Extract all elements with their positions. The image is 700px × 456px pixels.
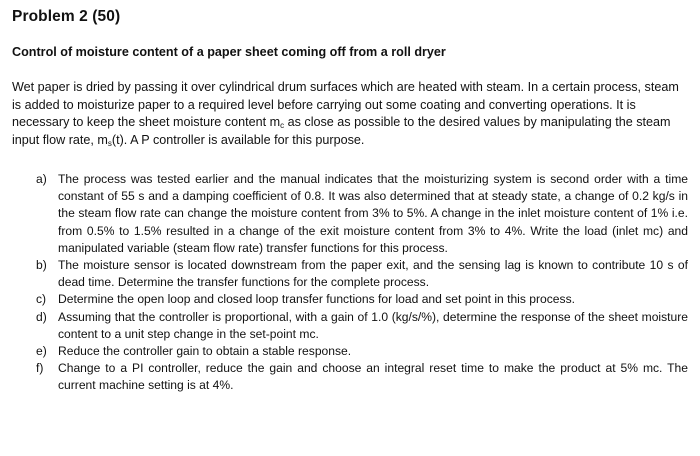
list-item [36,360,688,394]
item-text: Reduce the controller gain to obtain a stable response. [58,344,352,359]
item-marker: c) [36,292,47,307]
item-text: The process was tested earlier and the manual indicates that the moisturizing system is second order with a time constant of 55 s and a damping coefficient of 0.8. It was also determined that at steady state, a change of 0.2 kg/s in the steam flow rate can change the moisture content from 3% to 5%. A change in the inlet moisture content of 1% i.e. from 0.5% to 1.5% resulted in a change of the exit moisture content from 3% to 4%. Write the load (inlet mc) and manipulated variable (steam flow rate) transfer functions for this process. [58,172,688,255]
intro-paragraph [12,79,688,149]
list-item [36,343,688,360]
question-list [36,171,688,395]
item-text: Change to a PI controller, reduce the gain and choose an integral reset time to make the product at 5% mc. The current machine setting is at 4%. [58,361,688,393]
item-marker: f) [36,361,44,376]
item-text: The moisture sensor is located downstream from the paper exit, and the sensing lag is known to contribute 10 s of dead time. Determine the transfer functions for the complete process. [58,258,688,290]
intro-text-part-3: (t). A P controller is available for this purpose. [111,132,365,147]
intro-subscript-c: c [280,121,285,131]
list-item [36,171,688,257]
intro-subscript-s: s [107,138,112,148]
list-item [36,257,688,291]
item-marker: a) [36,172,47,186]
problem-title: Problem 2 (50) [12,8,121,25]
intro-text-part-1: Wet paper is dried by passing it over cylindrical drum surfaces which are heated with steam. In a certain process, steam is added to moisturize paper to a required level before carrying out some coating and converting operations. It is necessary to keep the sheet moisture content m [12,80,679,130]
item-marker: b) [36,258,47,273]
intro-text-part-2: as close as possible to the desired values by manipulating the steam input flow rate, m [12,115,671,147]
item-marker: e) [36,344,47,359]
problem-subtitle: Control of moisture content of a paper sheet coming off from a roll dryer [12,45,446,59]
list-item [36,291,688,308]
list-item [36,309,688,343]
item-marker: d) [36,309,47,324]
item-text: Determine the open loop and closed loop transfer functions for load and set point in this process. [58,292,575,307]
item-text: Assuming that the controller is proportional, with a gain of 1.0 (kg/s/%), determine the response of the sheet moisture content to a unit step change in the set-point mc. [58,309,688,341]
